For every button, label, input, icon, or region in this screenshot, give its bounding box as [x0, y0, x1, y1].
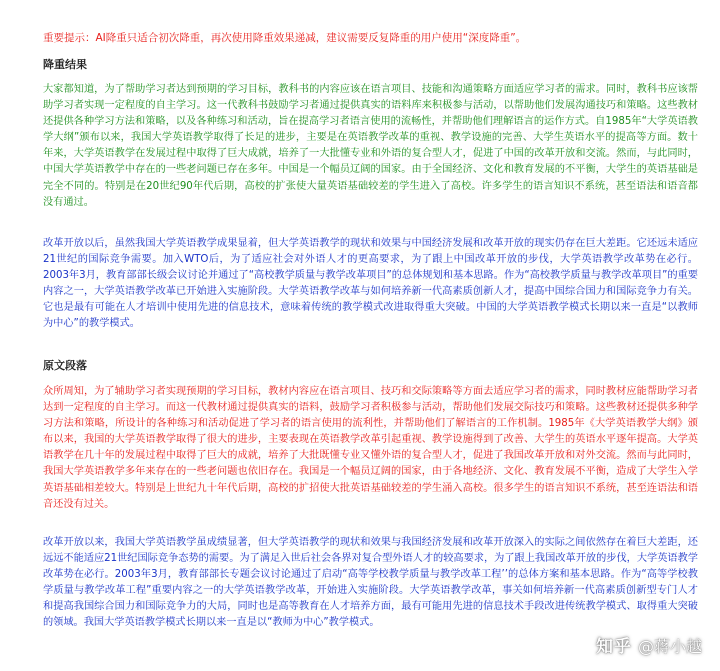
original-paragraph-2: 改革开放以来，我国大学英语教学虽成绩显著，但大学英语教学的现状和效果与我国经济发展和改革开放深入的实际之间依然存在着巨大差距，还远远不能适应21世纪国际竞争态势的需要。为了满足入世后社会各界对复合型外语人才的较高要求，为了跟上我国改革开放的步伐，大学英语教学改革势在必行。2003年3月，教育部部长专题会议讨论通过了启动“高等学校教学质量与教学改革工程’’的总体方案和基本思路。作为“高等学校教学质量与教学改革工程”重要内容之一的大学英语教学改革，开始进入实施阶段。大学英语教学改革，事关如何培养新一代高素质创新型专门人才和提高我国综合国力和国际竞争力的大局，同时也是高等教育在人才培养方面，最有可能用先进的信息技术手段改进传统教学模式、取得重大突破的领域。我国大学英语教学模式长期以来一直是以“教师为中心”教学模式。 [43, 537, 698, 629]
result-paragraph-2: 改革开放以后，虽然我国大学英语教学成果显着，但大学英语教学的现状和效果与中国经济发展和改革开放的现实仍存在巨大差距。它还远未适应21世纪的国际竞争需要。加入WTO后，为了适应社会对外语人才的更高要求，为了跟上中国改革开放的步伐，大学英语教学改革势在必行。 2003年3月，教育部部长级会议讨论并通过了“高校教学质量与教学改革项目”的总体规划和基本思路。作为“高校教学质量与教学改革项目”的重要内容之一，大学英语教学改革已开始进入实施阶段。大学英语教学改革与如何培养新一代高素质创新人才，提高中国综合国力和国际竞争力有关。它也是最有可能在人才培训中使用先进的信息技术，意味着传统的教学模式改进取得重大突破。中国的大学英语教学模式长期以来一直是“以教师为中心”的教学模式。 [43, 238, 698, 330]
watermark-username: @蒋小越 [637, 637, 702, 656]
original-paragraph-1: 众所周知，为了辅助学习者实现预期的学习目标，教材内容应在语言项目、技巧和交际策略等方面去适应学习者的需求，同时教材应能帮助学习者达到一定程度的自主学习。而这一代教材通过提供真实的语料，鼓励学习者积极参与活动，帮助他们发展交际技巧和策略。这些教材还提供多种学习方法和策略，所设计的各种练习和活动促进了学习者的语言使用的流利性，并帮助他们了解语言的工作机制。1985年《大学英语教学大纲》颁布以来，我国的大学英语教学取得了很大的进步，主要表现在英语教学改革引起重视、教学设施得到了改善、大学生的英语水平逐年提高。大学英语教学在几十年的发展过程中取得了巨大的成就，培养了大批既懂专业又懂外语的复合型人才，促进了我国改革开放和对外交流。然而与此同时，我国大学英语教学多年来存在的一些老问题也依旧存在。我国是一个幅员辽阔的国家，由于各地经济、文化、教育发展不平衡，造成了大学生入学英语基础相差较大。特别是上世纪九十年代后期，高校的扩招使大批英语基础较差的学生涌入高校。很多学生的语言知识不系统，甚至连语法和语音还没有过关。 [43, 386, 698, 510]
result-paragraph-1: 大家都知道，为了帮助学习者达到预期的学习目标，教科书的内容应该在语言项目、技能和沟通策略方面适应学习者的需求。同时，教科书应该帮助学习者实现一定程度的自主学习。这一代教科书鼓励学习者通过提供真实的语料库来积极参与活动，以帮助他们发展沟通技巧和策略。这些教材还提供各种学习方法和策略，以及各种练习和活动，旨在提高学习者语言使用的流畅性，并帮助他们理解语言的运作方式。自1985年“大学英语教学大纲”颁布以来，我国大学英语教学取得了长足的进步，主要是在英语教学改革的重视、教学设施的完善、大学生英语水平的提高等方面。数十年来，大学英语教学在发展过程中取得了巨大成就，培养了一大批懂专业和外语的复合型人才，促进了中国的改革开放和交流。然而，与此同时，中国大学英语教学中存在的一些老问题已存在多年。中国是一个幅员辽阔的国家。由于全国经济、文化和教育发展的不平衡，大学生的英语基础是完全不同的。特别是在20世纪90年代后期，高校的扩张使大量英语基础较差的学生进入了高校。许多学生的语言知识不系统，甚至语法和语音都没有通过。 [43, 84, 698, 208]
original-heading: 原文段落 [43, 359, 87, 372]
zhihu-watermark [596, 637, 702, 657]
important-notice: 重要提示：AI降重只适合初次降重，再次使用降重效果递减，建议需要反复降重的用户使用“深度降重”。 [43, 32, 527, 44]
zhihu-brand-logo: 知乎 [595, 637, 632, 657]
result-heading: 降重结果 [43, 58, 87, 71]
